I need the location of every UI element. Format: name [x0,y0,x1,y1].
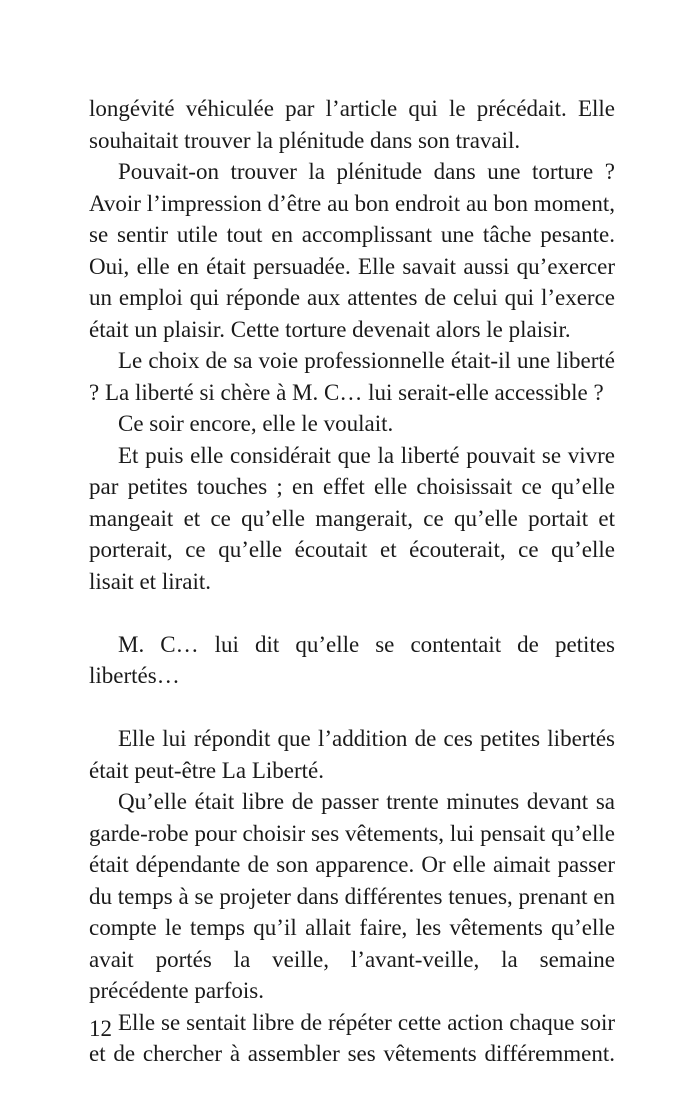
paragraph-gap [89,597,615,629]
page-number: 12 [89,1016,112,1041]
paragraph-wardrobe: Qu’elle était libre de passer trente minutes devant sa garde-robe pour choisir ses vêtements, lui pensait qu’elle était dépendante de son apparence. Or elle aimait passer du temps à se projeter dans différentes tenues, prenant en compte le temps qu’il allait faire, les vêtements qu’elle avait portés la veille, l’avant-veille, la semaine précédente parfois. [89,789,615,1003]
paragraph-addition: Elle lui répondit que l’addition de ces petites libertés était peut-être La Liberté. [89,726,615,783]
paragraph-each-evening: Elle se sentait libre de répéter cette action chaque soir et de chercher à assembler ses vêtements différemment. [89,1009,615,1066]
paragraph-liberty-question: Le choix de sa voie professionnelle était-il une liberté ? La liberté si chère à M. C… lui serait-elle accessible ? [89,348,615,405]
paragraph-gap [89,692,615,724]
paragraph-small-liberties: M. C… lui dit qu’elle se contentait de petites libertés… [89,631,615,688]
paragraph-plenitude-question: Pouvait-on trouver la plénitude dans une torture ? Avoir l’impression d’être au bon endroit au bon moment, se sentir utile tout en accomplissant une tâche pesante. Oui, elle en était persuadée. Elle savait aussi qu’exercer un emploi qui réponde aux attentes de celui qui l’exerce était un plaisir. Cette torture devenait alors le plaisir. [89,159,615,342]
paragraph-small-touches: Et puis elle considérait que la liberté pouvait se vivre par petites touches ; en effet elle choisissait ce qu’elle mangeait et ce qu’elle mangerait, ce qu’elle portait et porterait, ce qu’elle écoutait et écouterait, ce qu’elle lisait et lirait. [89,442,615,594]
paragraph-this-evening: Ce soir encore, elle le voulait. [118,411,394,436]
paragraph-continuation: longévité véhiculée par l’article qui le précédait. Elle souhaitait trouver la plénitude dans son travail. [89,96,615,153]
body-text [89,93,615,1070]
